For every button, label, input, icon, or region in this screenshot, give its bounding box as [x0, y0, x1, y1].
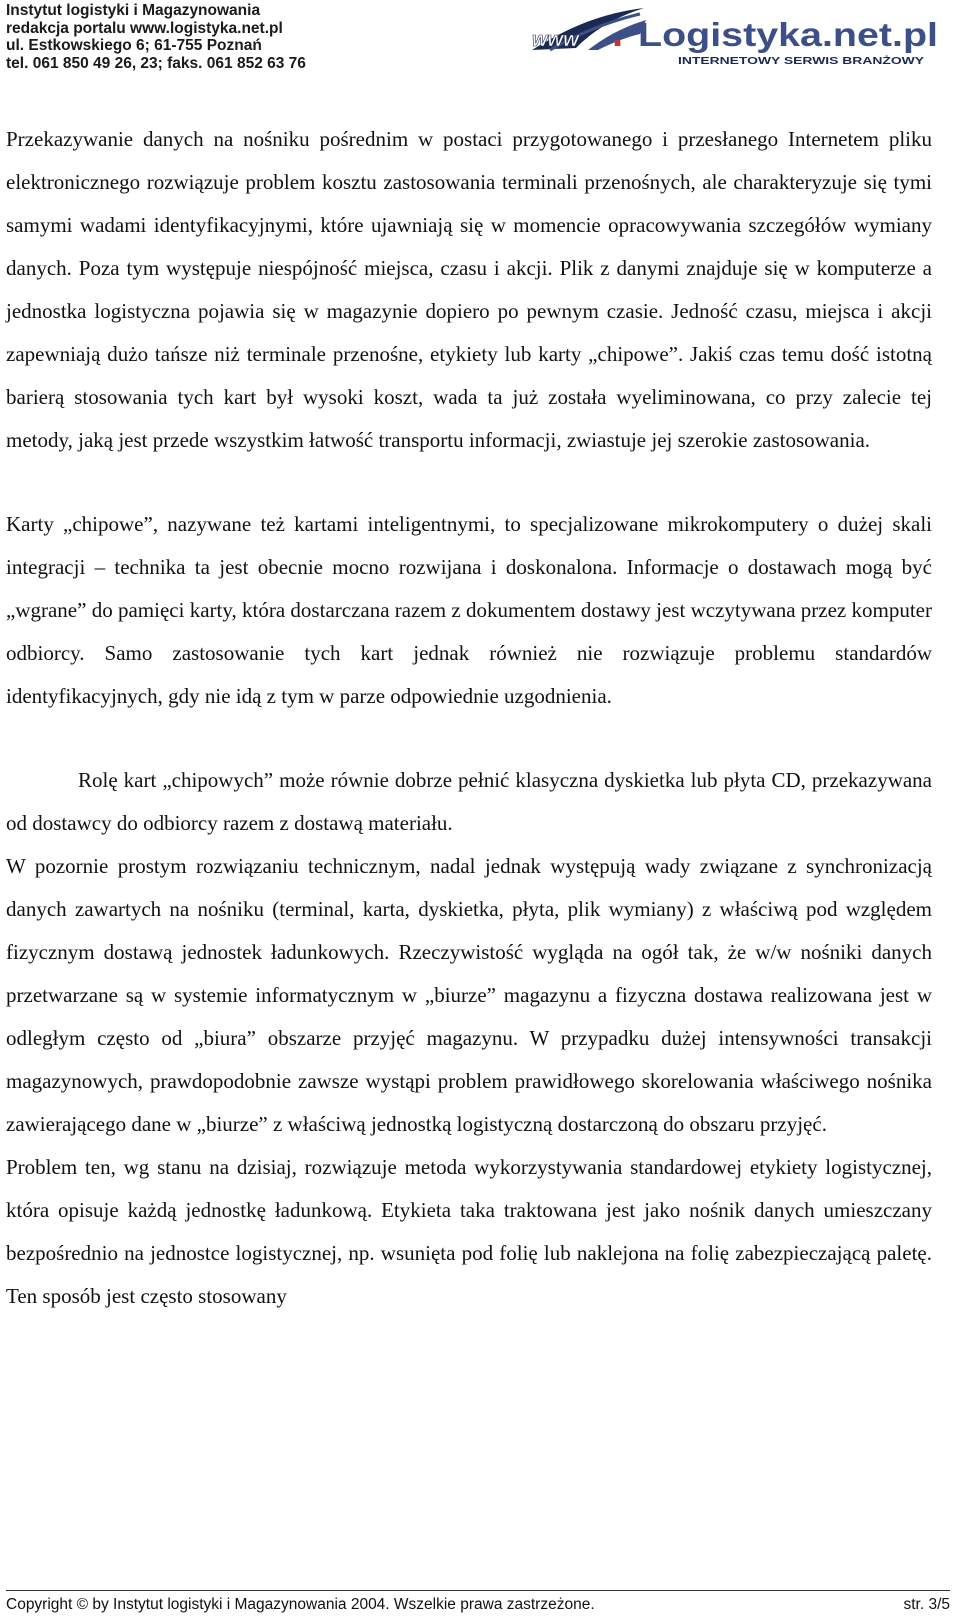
- footer-divider: [6, 1590, 950, 1591]
- institute-address-block: [6, 2, 306, 72]
- paragraph-diskette-cd: Rolę kart „chipowych” może równie dobrze pełnić klasyczna dyskietka lub płyta CD, przekazywana od dostawcy do odbiorcy razem z dostawą materiału.: [6, 768, 932, 835]
- institute-portal-line: redakcja portalu www.logistyka.net.pl: [6, 19, 283, 37]
- logo-www-text: www: [532, 29, 579, 51]
- page-header: [0, 0, 960, 80]
- article-body: [6, 118, 932, 1318]
- copyright-notice: Copyright © by Instytut logistyki i Magazynowania 2004. Wszelkie prawa zastrzeżone.: [6, 1596, 595, 1613]
- institute-phone-line: tel. 061 850 49 26, 23; faks. 061 852 63 76: [6, 54, 306, 72]
- logo-tagline: INTERNETOWY SERWIS BRANŻOWY: [678, 56, 856, 67]
- logo-dot-text: .: [612, 11, 624, 55]
- paragraph-synchronization: W pozornie prostym rozwiązaniu technicznym, nadal jednak występują wady związane z synchronizacją danych zawartych na nośniku (terminal, karta, dyskietka, płyta, plik wymiany) z właściwą pod względem fizycznym dostawą jednostek ładunkowych. Rzeczywistość wygląda na ogół tak, że w/w nośniki danych przetwarzane są w systemie informatycznym w „biurze” magazynu a fizyczna dostawa realizowana jest w odległym często od „biura” obszarze przyjęć magazynu. W przypadku dużej intensywności transakcji magazynowych, prawdopodobnie zawsze wystąpi problem prawidłowego skorelowania właściwego nośnika zawierającego dane w „biurze” z właściwą jednostką logistyczną dostarczoną do obszaru przyjęć.: [6, 854, 932, 1136]
- institute-street-line: ul. Estkowskiego 6; 61-755 Poznań: [6, 37, 262, 54]
- logo-name-text: Logistyka.net.pl: [638, 16, 938, 53]
- institute-name: Instytut logistyki i Magazynowania: [6, 2, 261, 19]
- paragraph-data-transfer: Przekazywanie danych na nośniku pośrednim w postaci przygotowanego i przesłanego Internetem pliku elektronicznego rozwiązuje problem kosztu zastosowania terminali przenośnych, ale charakteryzuje się tymi samymi wadami identyfikacyjnymi, które ujawniają się w momencie opracowywania szczegółów wymiany danych. Poza tym występuje niespójność miejsca, czasu i akcji. Plik z danymi znajduje się w komputerze a jednostka logistyczna pojawia się w magazynie dopiero po pewnym czasie. Jedność czasu, miejsca i akcji zapewniają dużo tańsze niż terminale przenośne, etykiety lub karty „chipowe”. Jakiś czas temu dość istotną barierą stosowania tych kart był wysoki koszt, wada ta już została wyeliminowana, co przy zalecie tej metody, jaką jest przede wszystkim łatwość transportu informacji, zwiastuje jej szerokie zastosowania.: [6, 127, 932, 452]
- paragraph-logistic-label: Problem ten, wg stanu na dzisiaj, rozwiązuje metoda wykorzystywania standardowej etykiety logistycznej, która opisuje każdą jednostkę ładunkową. Etykieta taka traktowana jest jako nośnik danych umieszczany bezpośrednio na jednostce logistycznej, np. wsunięta pod folię lub naklejona na folię zabezpieczającą paletę. Ten sposób jest często stosowany: [6, 1155, 932, 1308]
- page-number: str. 3/5: [903, 1596, 950, 1613]
- paragraph-chip-cards: Karty „chipowe”, nazywane też kartami inteligentnymi, to specjalizowane mikrokomputery o dużej skali integracji – technika ta jest obecnie mocno rozwijana i doskonalona. Informacje o dostawach mogą być „wgrane” do pamięci karty, która dostarczana razem z dokumentem dostawy jest wczytywana przez komputer odbiorcy. Samo zastosowanie tych kart jednak również nie rozwiązuje problemu standardów identyfikacyjnych, gdy nie idą z tym w parze odpowiednie uzgodnienia.: [6, 512, 932, 708]
- logistyka-logo: [528, 4, 948, 70]
